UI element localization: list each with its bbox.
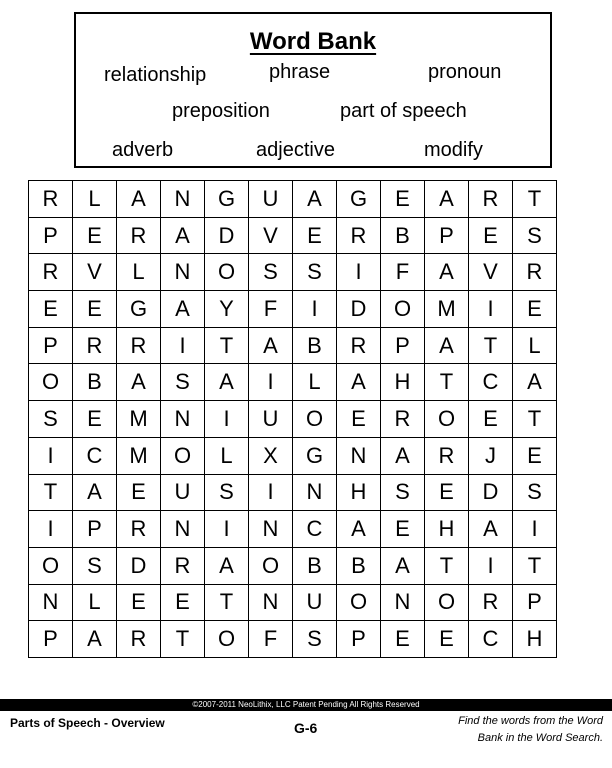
grid-row bbox=[29, 474, 557, 511]
grid-row bbox=[29, 291, 557, 328]
grid-cell[interactable]: E bbox=[469, 401, 513, 438]
grid-cell[interactable]: F bbox=[249, 621, 293, 658]
grid-cell[interactable]: D bbox=[469, 474, 513, 511]
grid-cell[interactable]: P bbox=[425, 217, 469, 254]
grid-cell[interactable]: U bbox=[249, 401, 293, 438]
grid-cell[interactable]: A bbox=[469, 511, 513, 548]
grid-cell[interactable]: T bbox=[513, 547, 557, 584]
grid-row bbox=[29, 401, 557, 438]
grid-cell[interactable]: C bbox=[469, 621, 513, 658]
grid-row bbox=[29, 547, 557, 584]
grid-cell[interactable]: L bbox=[205, 437, 249, 474]
grid-cell[interactable]: C bbox=[293, 511, 337, 548]
grid-cell[interactable]: P bbox=[73, 511, 117, 548]
grid-cell[interactable]: P bbox=[29, 621, 73, 658]
grid-cell[interactable]: R bbox=[513, 254, 557, 291]
grid-cell[interactable]: R bbox=[469, 181, 513, 218]
grid-cell[interactable]: A bbox=[73, 621, 117, 658]
grid-row bbox=[29, 364, 557, 401]
grid-cell[interactable]: P bbox=[513, 584, 557, 621]
grid-cell[interactable]: V bbox=[73, 254, 117, 291]
grid-cell[interactable]: E bbox=[469, 217, 513, 254]
grid-cell[interactable]: R bbox=[29, 181, 73, 218]
grid-cell[interactable]: A bbox=[425, 254, 469, 291]
word-bank-box bbox=[74, 12, 552, 168]
grid-cell[interactable]: T bbox=[513, 181, 557, 218]
instructions bbox=[428, 713, 603, 747]
grid-cell[interactable]: E bbox=[117, 584, 161, 621]
grid-cell[interactable]: A bbox=[381, 437, 425, 474]
grid-cell[interactable]: R bbox=[337, 217, 381, 254]
grid-cell[interactable]: U bbox=[161, 474, 205, 511]
grid-cell[interactable]: O bbox=[161, 437, 205, 474]
grid-cell[interactable]: A bbox=[337, 511, 381, 548]
grid-cell[interactable]: O bbox=[29, 364, 73, 401]
grid-cell[interactable]: C bbox=[469, 364, 513, 401]
grid-cell[interactable]: D bbox=[205, 217, 249, 254]
word-bank-word: part of speech bbox=[340, 100, 467, 122]
grid-cell[interactable]: P bbox=[29, 327, 73, 364]
grid-cell[interactable]: R bbox=[117, 621, 161, 658]
grid-cell[interactable]: E bbox=[425, 474, 469, 511]
word-bank-word: modify bbox=[424, 139, 483, 161]
grid-cell[interactable]: N bbox=[249, 511, 293, 548]
grid-cell[interactable]: N bbox=[161, 254, 205, 291]
grid-cell[interactable]: A bbox=[161, 217, 205, 254]
grid-row bbox=[29, 437, 557, 474]
grid-cell[interactable]: L bbox=[73, 181, 117, 218]
grid-cell[interactable]: R bbox=[425, 437, 469, 474]
grid-cell[interactable]: O bbox=[337, 584, 381, 621]
grid-cell[interactable]: O bbox=[293, 401, 337, 438]
word-bank-word: phrase bbox=[269, 61, 331, 83]
grid-cell[interactable]: A bbox=[117, 364, 161, 401]
grid-cell[interactable]: T bbox=[161, 621, 205, 658]
grid-cell[interactable]: D bbox=[117, 547, 161, 584]
grid-cell[interactable]: I bbox=[29, 437, 73, 474]
grid-cell[interactable]: E bbox=[513, 437, 557, 474]
grid-cell[interactable]: C bbox=[73, 437, 117, 474]
page-code: G-6 bbox=[294, 720, 318, 736]
instructions-line-2: Bank in the Word Search. bbox=[477, 732, 603, 744]
grid-row bbox=[29, 181, 557, 218]
grid-cell[interactable]: I bbox=[249, 364, 293, 401]
grid-cell[interactable]: R bbox=[117, 511, 161, 548]
grid-row bbox=[29, 584, 557, 621]
grid-cell[interactable]: N bbox=[161, 511, 205, 548]
grid-cell[interactable]: M bbox=[117, 437, 161, 474]
grid-cell[interactable]: E bbox=[513, 291, 557, 328]
grid-cell[interactable]: A bbox=[73, 474, 117, 511]
grid-cell[interactable]: S bbox=[293, 621, 337, 658]
grid-cell[interactable]: E bbox=[73, 217, 117, 254]
grid-row bbox=[29, 327, 557, 364]
grid-cell[interactable]: E bbox=[381, 511, 425, 548]
grid-row bbox=[29, 254, 557, 291]
grid-cell[interactable]: I bbox=[161, 327, 205, 364]
grid-cell[interactable]: B bbox=[293, 547, 337, 584]
grid-cell[interactable]: S bbox=[161, 364, 205, 401]
grid-cell[interactable]: R bbox=[161, 547, 205, 584]
grid-cell[interactable]: T bbox=[513, 401, 557, 438]
grid-cell[interactable]: A bbox=[161, 291, 205, 328]
grid-cell[interactable]: F bbox=[381, 254, 425, 291]
grid-cell[interactable]: A bbox=[337, 364, 381, 401]
grid-cell[interactable]: R bbox=[117, 217, 161, 254]
instructions-line-1: Find the words from the Word bbox=[458, 715, 603, 727]
grid-cell[interactable]: O bbox=[29, 547, 73, 584]
copyright-bar: ©2007-2011 NeoLithix, LLC Patent Pending All Rights Reserved bbox=[0, 699, 612, 711]
grid-cell[interactable]: I bbox=[513, 511, 557, 548]
grid-cell[interactable]: H bbox=[513, 621, 557, 658]
word-bank-word: preposition bbox=[172, 100, 270, 122]
grid-cell[interactable]: N bbox=[161, 401, 205, 438]
word-bank-word: adjective bbox=[256, 139, 335, 161]
grid-cell[interactable]: A bbox=[425, 327, 469, 364]
grid-cell[interactable]: N bbox=[381, 584, 425, 621]
grid-cell[interactable]: O bbox=[205, 254, 249, 291]
grid-cell[interactable]: E bbox=[73, 291, 117, 328]
grid-cell[interactable]: L bbox=[293, 364, 337, 401]
grid-row bbox=[29, 511, 557, 548]
grid-cell[interactable]: H bbox=[381, 364, 425, 401]
grid-cell[interactable]: D bbox=[337, 291, 381, 328]
grid-cell[interactable]: S bbox=[29, 401, 73, 438]
grid-cell[interactable]: M bbox=[425, 291, 469, 328]
grid-cell[interactable]: A bbox=[425, 181, 469, 218]
word-bank-word: relationship bbox=[104, 64, 207, 86]
grid-cell[interactable]: B bbox=[293, 327, 337, 364]
grid-cell[interactable]: E bbox=[425, 621, 469, 658]
grid-cell[interactable]: V bbox=[249, 217, 293, 254]
grid-cell[interactable]: P bbox=[337, 621, 381, 658]
grid-cell[interactable]: I bbox=[469, 547, 513, 584]
grid-cell[interactable]: S bbox=[249, 254, 293, 291]
grid-cell[interactable]: A bbox=[249, 327, 293, 364]
grid-cell[interactable]: E bbox=[293, 217, 337, 254]
word-bank-title: Word Bank bbox=[249, 28, 377, 55]
grid-cell[interactable]: I bbox=[249, 474, 293, 511]
grid-cell[interactable]: S bbox=[381, 474, 425, 511]
grid-cell[interactable]: L bbox=[117, 254, 161, 291]
grid-cell[interactable]: X bbox=[249, 437, 293, 474]
grid-cell[interactable]: T bbox=[425, 364, 469, 401]
word-bank-word: pronoun bbox=[428, 61, 502, 83]
topic-title: Parts of Speech - Overview bbox=[10, 716, 165, 730]
grid-cell[interactable]: N bbox=[293, 474, 337, 511]
grid-cell[interactable]: I bbox=[293, 291, 337, 328]
grid-cell[interactable]: U bbox=[293, 584, 337, 621]
grid-cell[interactable]: F bbox=[249, 291, 293, 328]
grid-cell[interactable]: O bbox=[425, 584, 469, 621]
grid-cell[interactable]: A bbox=[117, 181, 161, 218]
grid-cell[interactable]: O bbox=[425, 401, 469, 438]
grid-row bbox=[29, 217, 557, 254]
grid-cell[interactable]: E bbox=[381, 621, 425, 658]
grid-cell[interactable]: N bbox=[161, 181, 205, 218]
grid-cell[interactable]: T bbox=[205, 584, 249, 621]
grid-cell[interactable]: S bbox=[513, 474, 557, 511]
grid-cell[interactable]: A bbox=[205, 364, 249, 401]
grid-cell[interactable]: I bbox=[337, 254, 381, 291]
grid-cell[interactable]: E bbox=[337, 401, 381, 438]
grid-cell[interactable]: P bbox=[381, 327, 425, 364]
grid-cell[interactable]: N bbox=[29, 584, 73, 621]
grid-cell[interactable]: I bbox=[29, 511, 73, 548]
grid-cell[interactable]: E bbox=[73, 401, 117, 438]
grid-cell[interactable]: H bbox=[337, 474, 381, 511]
grid-cell[interactable]: B bbox=[337, 547, 381, 584]
word-bank-word: adverb bbox=[112, 139, 174, 161]
grid-cell[interactable]: E bbox=[117, 474, 161, 511]
grid-cell[interactable]: I bbox=[469, 291, 513, 328]
grid-cell[interactable]: B bbox=[73, 364, 117, 401]
grid-cell[interactable]: N bbox=[337, 437, 381, 474]
grid-cell[interactable]: R bbox=[29, 254, 73, 291]
grid-row bbox=[29, 621, 557, 658]
grid-cell[interactable]: T bbox=[29, 474, 73, 511]
grid-cell[interactable]: O bbox=[249, 547, 293, 584]
grid-cell[interactable]: T bbox=[205, 327, 249, 364]
grid-cell[interactable]: E bbox=[161, 584, 205, 621]
grid-cell[interactable]: A bbox=[205, 547, 249, 584]
grid-cell[interactable]: P bbox=[29, 217, 73, 254]
grid-cell[interactable]: B bbox=[381, 217, 425, 254]
grid-cell[interactable]: S bbox=[73, 547, 117, 584]
grid-cell[interactable]: Y bbox=[205, 291, 249, 328]
grid-cell[interactable]: G bbox=[337, 181, 381, 218]
grid-cell[interactable]: A bbox=[293, 181, 337, 218]
grid-cell[interactable]: U bbox=[249, 181, 293, 218]
grid-cell[interactable]: A bbox=[513, 364, 557, 401]
grid-cell[interactable]: H bbox=[425, 511, 469, 548]
grid-cell[interactable]: N bbox=[249, 584, 293, 621]
grid-cell[interactable]: G bbox=[205, 181, 249, 218]
grid-cell[interactable]: J bbox=[469, 437, 513, 474]
grid-cell[interactable]: G bbox=[117, 291, 161, 328]
grid-cell[interactable]: R bbox=[469, 584, 513, 621]
grid-cell[interactable]: S bbox=[205, 474, 249, 511]
grid-cell[interactable]: S bbox=[293, 254, 337, 291]
grid-cell[interactable]: O bbox=[205, 621, 249, 658]
grid-cell[interactable]: O bbox=[381, 291, 425, 328]
grid-cell[interactable]: T bbox=[469, 327, 513, 364]
grid-cell[interactable]: E bbox=[29, 291, 73, 328]
grid-cell[interactable]: S bbox=[513, 217, 557, 254]
grid-cell[interactable]: R bbox=[73, 327, 117, 364]
grid-cell[interactable]: V bbox=[469, 254, 513, 291]
grid-cell[interactable]: G bbox=[293, 437, 337, 474]
grid-cell[interactable]: L bbox=[513, 327, 557, 364]
grid-cell[interactable]: T bbox=[425, 547, 469, 584]
grid-cell[interactable]: R bbox=[381, 401, 425, 438]
grid-cell[interactable]: R bbox=[337, 327, 381, 364]
grid-cell[interactable]: A bbox=[381, 547, 425, 584]
grid-cell[interactable]: L bbox=[73, 584, 117, 621]
grid-cell[interactable]: R bbox=[117, 327, 161, 364]
grid-cell[interactable]: M bbox=[117, 401, 161, 438]
grid-cell[interactable]: E bbox=[381, 181, 425, 218]
grid-cell[interactable]: I bbox=[205, 511, 249, 548]
grid-cell[interactable]: I bbox=[205, 401, 249, 438]
word-search-grid bbox=[28, 180, 557, 658]
